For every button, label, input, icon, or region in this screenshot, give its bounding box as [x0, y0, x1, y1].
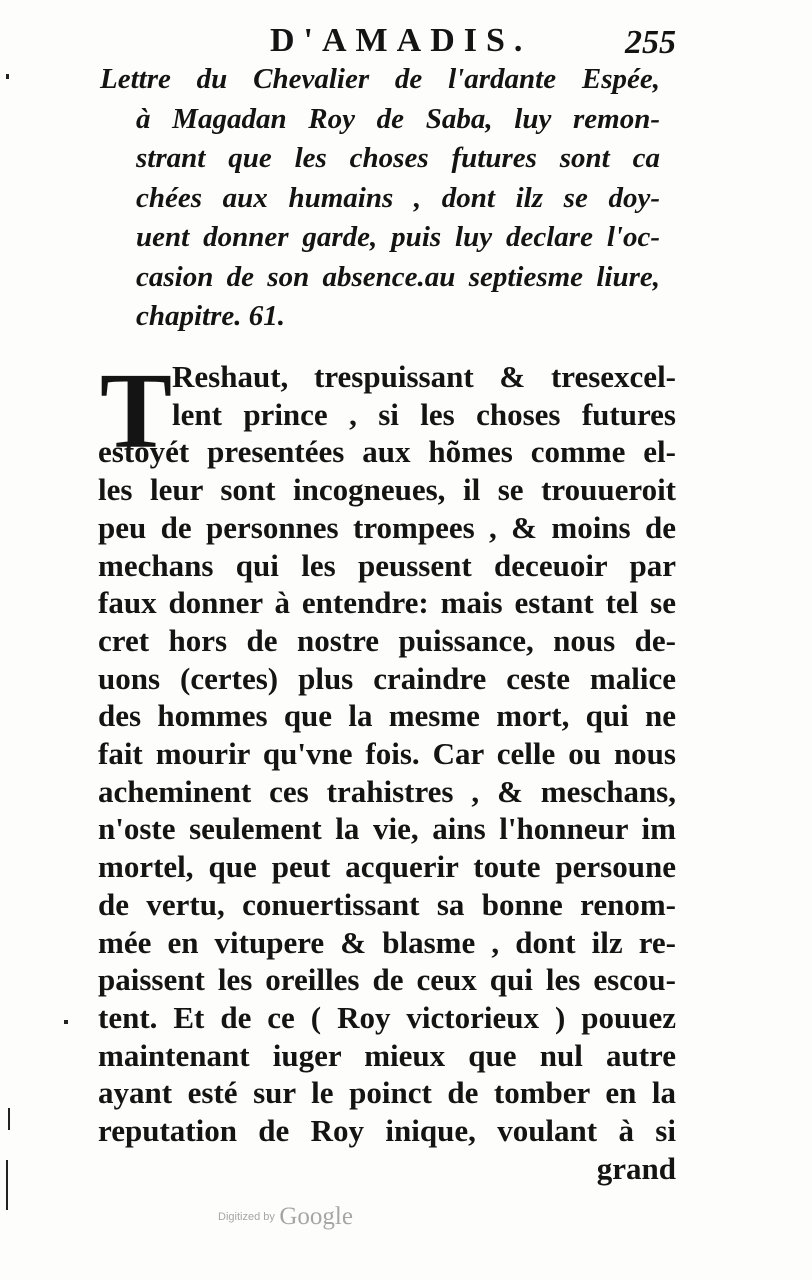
chapter-heading [100, 60, 660, 337]
heading-line: casion de son absence.au septiesme liure, [136, 260, 660, 293]
text-line: acheminent ces trahistres , & meschans, [98, 773, 676, 809]
heading-line: strant que les choses futures sont ca [136, 142, 660, 174]
margin-speck [8, 1108, 10, 1130]
text-line: mée en vitupere & blasme , dont ilz re- [98, 924, 676, 960]
text-line: fait mourir qu'vne fois. Car celle ou nous [98, 736, 676, 772]
heading-line: Lettre du Chevalier de l'ardante Espée, [100, 63, 660, 95]
text-line: les leur sont incogneues, il se trouueroit [98, 472, 676, 508]
margin-speck [6, 74, 9, 79]
page-number: 255 [625, 24, 676, 61]
heading-line: chapitre. 61. [136, 300, 286, 332]
text-line: de vertu, conuertissant sa bonne renom- [98, 886, 676, 922]
text-line: peu de personnes trompees , & moins de [98, 509, 676, 545]
watermark-prefix: Digitized by [218, 1211, 275, 1223]
drop-cap: T [100, 352, 173, 471]
text-line: faux donner à entendre: mais estant tel se [98, 585, 676, 621]
heading-line: chées aux humains , dont ilz se doy- [136, 181, 660, 214]
heading-line: à Magadan Roy de Saba, luy remon- [136, 102, 660, 135]
text-line: reputation de Roy inique, voulant à si [98, 1113, 676, 1149]
text-line: lent prince , si les choses futures [172, 396, 676, 432]
text-line: Reshaut, trespuissant & tresexcel- [172, 359, 676, 394]
google-logo: Google [279, 1203, 353, 1230]
text-line: maintenant iuger mieux que nul autre [98, 1037, 676, 1073]
text-line: n'oste seulement la vie, ains l'honneur im [98, 811, 676, 847]
heading-line: uent donner garde, puis luy declare l'oc- [136, 221, 660, 253]
running-head: D'AMADIS. [270, 22, 532, 59]
text-line: mechans qui les peussent deceuoir par [98, 547, 676, 583]
text-line: paissent les oreilles de ceux qui les escou- [98, 962, 676, 998]
text-line: ayant esté sur le poinct de tomber en la [98, 1075, 676, 1111]
text-line: mortel, que peut acquerir toute persoune [98, 849, 676, 885]
catchword: grand [596, 1150, 676, 1186]
body-text [98, 352, 676, 1187]
text-line: estoyét presentées aux hõmes comme el- [98, 434, 676, 470]
text-line: uons (certes) plus craindre ceste malice [98, 660, 676, 696]
text-line: cret hors de nostre puissance, nous de- [98, 622, 676, 658]
text-line: tent. Et de ce ( Roy victorieux ) pouuez [98, 999, 676, 1035]
text-line: des hommes que la mesme mort, qui ne [98, 698, 676, 734]
margin-speck [64, 1020, 68, 1024]
margin-speck [6, 1160, 8, 1210]
digitized-watermark [218, 1203, 353, 1231]
